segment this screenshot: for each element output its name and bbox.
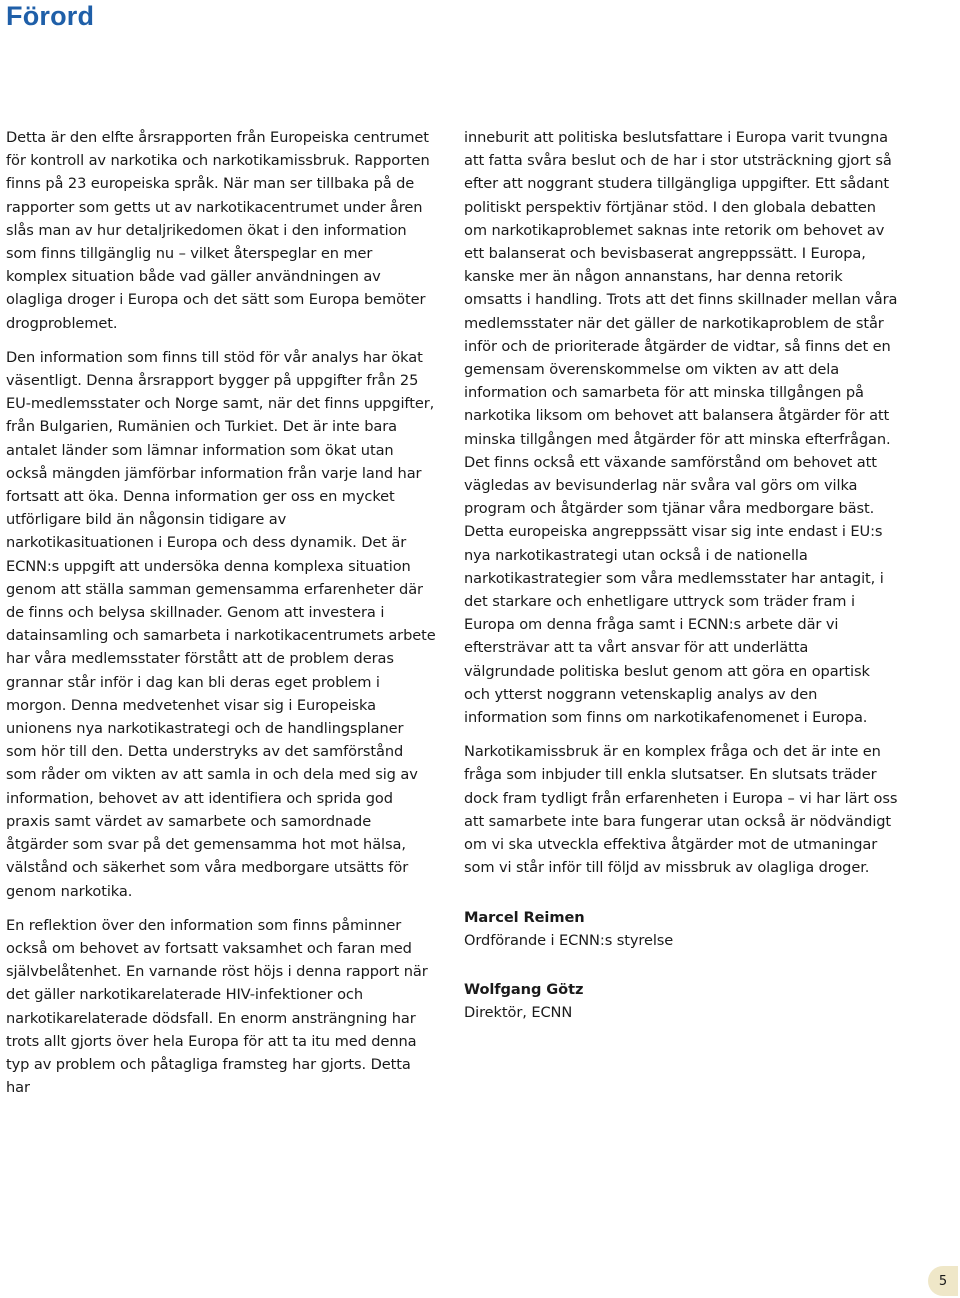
paragraph: En reflektion över den information som finns påminner också om behovet av fortsatt vaksamhet och faran med självbelåtenhet. En varnande röst höjs i denna rapport när det gäller narkotikarelaterade HIV-infektioner och narkotikarelaterade dödsfall. En enorm ansträngning har trots allt gjorts över hela Europa för att ta itu med denna typ av problem och påtagliga framsteg har gjorts. Detta har	[6, 916, 428, 1097]
page-title: Förord	[6, 1, 95, 31]
paragraph: Den information som finns till stöd för vår analys har ökat väsentligt. Denna årsrapport bygger på uppgifter från 25 EU-medlemsstater och Norge samt, när det finns uppgifter, från Bulgarien, Rumänien och Turkiet. Det är inte bara antalet länder som lämnar information som ökat utan också mängden jämförbar information från varje land har fortsatt att öka. Denna information ger oss en mycket utförligare bild än någonsin tidigare av narkotikasituationen i Europa och dess dynamik. Det är ECNN:s uppgift att undersöka denna komplexa situation genom att ställa samman gemensamma erfarenheter där de finns och belysa skillnader. Genom att investera i datainsamling och samarbeta i narkotikacentrumets arbete har våra medlemsstater förstått att de problem deras grannar står inför i dag kan bli deras eget problem i morgon. Denna medvetenhet visar sig i Europeiska unionens nya narkotikastrategi och de handlingsplaner som hör till den. Detta understryks av det samförstånd som råder om vikten av att samla in och dela med sig av information, behovet av att identifiera och sprida god praxis samt värdet av samarbete och samordnade åtgärder som svar på det gemensamma hot mot hälsa, välstånd och säkerhet som våra medborgare utsätts för genom narkotika.	[6, 348, 436, 900]
signer-name: Wolfgang Götz	[464, 980, 584, 998]
signature-block	[464, 978, 900, 1024]
signer-role: Direktör, ECNN	[464, 1004, 573, 1022]
page-number: 5	[928, 1266, 958, 1296]
signer-name: Marcel Reimen	[464, 908, 585, 926]
paragraph: Detta är den elfte årsrapporten från Europeiska centrumet för kontroll av narkotika och narkotikamissbruk. Rapporten finns på 23 europeiska språk. När man ser tillbaka på de rapporter som getts ut av narkotikacentrumet under åren slås man av hur detaljrikedomen ökat i den information som finns tillgänglig nu – vilket återspeglar en mer komplex situation både vad gäller användningen av olagliga droger i Europa och det sätt som Europa bemöter drogproblemet.	[6, 129, 430, 332]
paragraph: inneburit att politiska beslutsfattare i Europa varit tvungna att fatta svåra beslut och de har i stor utsträckning gjort så efter att noggrant studera tillgängliga uppgifter. Ett sådant politiskt perspektiv förtjänar stöd. I den globala debatten om narkotikaproblemet saknas inte retorik om behovet av ett balanserat och bevisbaserat angreppssätt. I Europa, kanske mer än någon annanstans, har denna retorik omsatts i handling. Trots att det finns skillnader mellan våra medlemsstater när det gäller de narkotikaproblem de står inför och de prioriterade åtgärder de vidtar, så finns det en gemensam överenskommelse om vikten av att dela information och samarbeta för att minska tillgången på narkotika liksom om behovet att balansera åtgärder för att minska tillgången med åtgärder för att minska efterfrågan. Det finns också ett växande samförstånd om behovet att vägledas av bevisunderlag när svåra val görs om vilka program och åtgärder som tjänar våra medborgare bäst. Detta europeiska angreppssätt visar sig inte endast i EU:s nya narkotikastrategi utan också i de nationella narkotikastrategier som våra medlemsstater har antagit, i det starkare och enhetligare uttryck som träder fram i Europa om denna fråga samt i ECNN:s arbete där vi eftersträvar att ta vårt ansvar för att underlätta välgrundade politiska beslut genom att göra en opartisk och ytterst noggrann vetenskaplig analys av den information som finns om narkotikafenomenet i Europa.	[464, 129, 898, 727]
signer-role: Ordförande i ECNN:s styrelse	[464, 931, 674, 949]
signature-block	[464, 906, 900, 952]
left-column	[6, 126, 436, 1110]
paragraph: Narkotikamissbruk är en komplex fråga och det är inte en fråga som inbjuder till enkla slutsatser. En slutsats träder dock fram tydligt från erfarenheten i Europa – vi har lärt oss att samarbete inte bara fungerar utan också är nödvändigt om vi ska utveckla effektiva åtgärder mot de utmaningar som vi står inför till följd av missbruk av olagliga droger.	[464, 743, 898, 877]
right-column	[464, 126, 900, 1024]
